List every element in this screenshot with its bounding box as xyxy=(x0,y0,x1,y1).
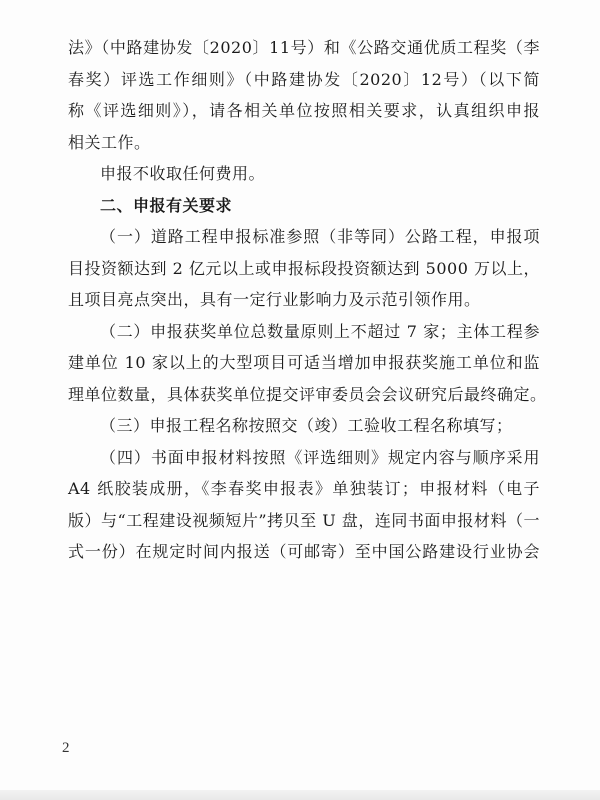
paragraph-line: 目投资额达到 2 亿元以上或申报标段投资额达到 5000 万以上， xyxy=(68,258,540,278)
paragraph-line: 版）与“工程建设视频短片”拷贝至 U 盘，连同书面申报材料（一 xyxy=(68,510,540,530)
page-number: 2 xyxy=(62,740,70,756)
paragraph-line: 春奖）评选工作细则》（中路建协发〔2020〕12号）（以下简 xyxy=(68,69,540,89)
paragraph-line: 相关工作。 xyxy=(68,132,151,152)
paragraph-line: 且项目亮点突出，具有一定行业影响力及示范引领作用。 xyxy=(68,290,481,309)
paragraph-line: A4 纸胶装成册，《李春奖申报表》单独装订；申报材料（电子 xyxy=(68,479,540,498)
paragraph-line: （四）书面申报材料按照《评选细则》规定内容与顺序采用 xyxy=(100,447,540,467)
paragraph-line: （三）申报工程名称按照交（竣）工验收工程名称填写； xyxy=(100,416,513,435)
paragraph-line: 建单位 10 家以上的大型项目可适当增加申报获奖施工单位和监 xyxy=(68,353,540,372)
section-heading: 二、申报有关要求 xyxy=(100,195,233,215)
paragraph-line: （一）道路工程申报标准参照（非等同）公路工程，申报项 xyxy=(100,227,540,246)
paragraph-line: 称《评选细则》），请各相关单位按照相关要求，认真组织申报 xyxy=(68,101,540,120)
document-body xyxy=(68,32,547,568)
page-bottom-edge xyxy=(0,790,600,800)
paragraph-line: 理单位数量，具体获奖单位提交评审委员会会议研究后最终确定。 xyxy=(68,384,547,404)
paragraph-line: 申报不收取任何费用。 xyxy=(100,164,266,183)
paragraph-line: 式一份）在规定时间内报送（可邮寄）至中国公路建设行业协会 xyxy=(68,542,540,561)
paragraph-line: （二）申报获奖单位总数量原则上不超过 7 家；主体工程参 xyxy=(100,321,540,341)
paragraph-line: 法》（中路建协发〔2020〕11号）和《公路交通优质工程奖（李 xyxy=(68,38,540,57)
